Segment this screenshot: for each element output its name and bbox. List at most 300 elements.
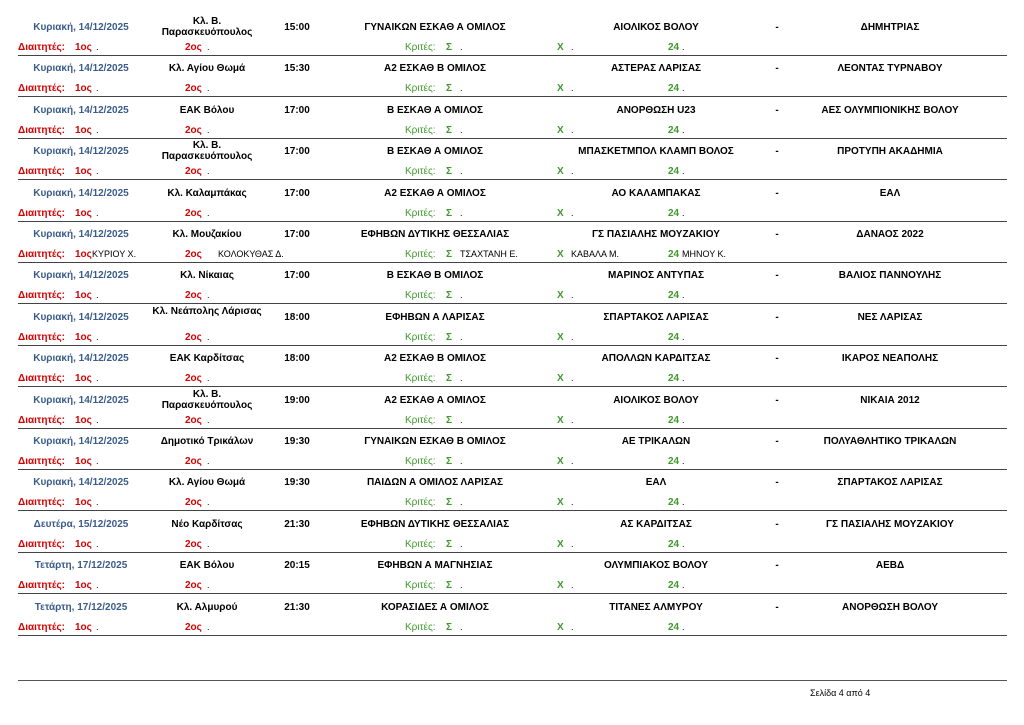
match-time: 19:30 bbox=[284, 436, 310, 447]
judge-s-label: Σ bbox=[446, 538, 453, 550]
match-info-line bbox=[0, 477, 1024, 499]
match-time: 20:15 bbox=[284, 560, 310, 572]
referee-2-placeholder: . bbox=[207, 290, 210, 301]
home-team: ΣΠΑΡΤΑΚΟΣ ΛΑΡΙΣΑΣ bbox=[603, 311, 709, 323]
referee-2-placeholder: . bbox=[207, 497, 210, 508]
referee-1-placeholder: . bbox=[96, 538, 99, 549]
match-info-line bbox=[0, 16, 1024, 44]
judge-24-label: 24 bbox=[668, 83, 680, 95]
referees-label: Διαιτητές: bbox=[18, 373, 65, 385]
match-category: ΚΟΡΑΣΙΔΕΣ Α ΟΜΙΛΟΣ bbox=[381, 601, 489, 613]
away-team: ΔΗΜΗΤΡΙΑΣ bbox=[860, 22, 920, 33]
match-date: Κυριακή, 14/12/2025 bbox=[33, 104, 129, 116]
referee-2-label: 2ος bbox=[185, 538, 202, 550]
judge-x-label: Χ bbox=[557, 249, 564, 260]
judge-x-label: Χ bbox=[557, 83, 564, 95]
home-team: ΤΙΤΑΝΕΣ ΑΛΜΥΡΟΥ bbox=[609, 601, 703, 613]
match-time: 19:30 bbox=[284, 477, 310, 489]
judge-24-label: 24 bbox=[668, 497, 680, 509]
referee-2-placeholder: . bbox=[207, 621, 210, 632]
match-time: 21:30 bbox=[284, 518, 310, 530]
vs-dash: - bbox=[775, 63, 779, 75]
match-category: ΕΦΗΒΩΝ ΔΥΤΙΚΗΣ ΘΕΣΣΑΛΙΑΣ bbox=[360, 518, 510, 530]
judge-x-placeholder: . bbox=[571, 580, 574, 591]
referee-1-label: 1ος bbox=[75, 124, 92, 136]
match-time: 15:30 bbox=[284, 63, 310, 75]
match-date: Κυριακή, 14/12/2025 bbox=[33, 22, 129, 33]
match-category: Α2 ΕΣΚΑΘ Α ΟΜΙΛΟΣ bbox=[384, 394, 486, 406]
judges-label: Κριτές: bbox=[405, 249, 436, 260]
judge-24-placeholder: . bbox=[682, 42, 685, 52]
judge-s-label: Σ bbox=[446, 373, 453, 385]
judge-x-placeholder: . bbox=[571, 497, 574, 508]
match-category: ΠΑΙΔΩΝ Α ΟΜΙΛΟΣ ΛΑΡΙΣΑΣ bbox=[366, 477, 504, 489]
judge-s-placeholder: . bbox=[460, 42, 463, 52]
home-team: ΑΟ ΚΑΛΑΜΠΑΚΑΣ bbox=[611, 187, 701, 199]
referee-1-placeholder: . bbox=[96, 166, 99, 177]
match-date: Τετάρτη, 17/12/2025 bbox=[34, 601, 128, 613]
referee-2-placeholder: . bbox=[207, 456, 210, 466]
home-team: ΓΣ ΠΑΣΙΑΛΗΣ ΜΟΥΖΑΚΙΟΥ bbox=[592, 229, 720, 240]
vs-dash: - bbox=[775, 477, 779, 489]
referee-2-name: ΚΟΛΟΚΥΘΑΣ Δ. bbox=[218, 249, 284, 259]
officials-line bbox=[0, 42, 1024, 55]
match-venue: Κλ. Β. Παρασκευόπουλος bbox=[161, 388, 253, 411]
judges-label: Κριτές: bbox=[405, 124, 436, 136]
referee-2-label: 2ος bbox=[185, 580, 202, 592]
judge-24-placeholder: . bbox=[682, 497, 685, 508]
referee-1-label: 1ος bbox=[75, 42, 92, 53]
officials-line bbox=[0, 539, 1024, 552]
referees-label: Διαιτητές: bbox=[18, 166, 65, 178]
judge-s-label: Σ bbox=[446, 497, 453, 509]
judge-s-placeholder: . bbox=[460, 538, 463, 549]
referees-label: Διαιτητές: bbox=[18, 331, 65, 343]
match-category: ΕΦΗΒΩΝ Α ΜΑΓΝΗΣΙΑΣ bbox=[377, 560, 493, 572]
judge-s-label: Σ bbox=[446, 290, 453, 302]
judges-label: Κριτές: bbox=[405, 373, 436, 385]
away-team: ΑΝΟΡΘΩΣΗ ΒΟΛΟΥ bbox=[842, 601, 938, 613]
match-date: Κυριακή, 14/12/2025 bbox=[33, 311, 129, 323]
away-team: ΣΠΑΡΤΑΚΟΣ ΛΑΡΙΣΑΣ bbox=[837, 477, 943, 489]
home-team: ΑΕ ΤΡΙΚΑΛΩΝ bbox=[621, 436, 691, 447]
officials-line bbox=[0, 332, 1024, 345]
match-info-line bbox=[0, 519, 1024, 541]
match-row bbox=[0, 471, 1024, 512]
match-row bbox=[0, 264, 1024, 305]
judge-x-label: Χ bbox=[557, 124, 564, 136]
judge-24-placeholder: . bbox=[682, 456, 685, 466]
judge-24-label: 24 bbox=[668, 290, 680, 302]
judge-x-label: Χ bbox=[557, 456, 564, 467]
vs-dash: - bbox=[775, 353, 779, 365]
row-divider bbox=[18, 552, 1007, 553]
match-date: Δευτέρα, 15/12/2025 bbox=[33, 518, 129, 530]
match-category: ΓΥΝΑΙΚΩΝ ΕΣΚΑΘ Α ΟΜΙΛΟΣ bbox=[364, 22, 506, 33]
referee-2-placeholder: . bbox=[207, 538, 210, 549]
footer-divider bbox=[18, 680, 1007, 681]
judges-label: Κριτές: bbox=[405, 166, 436, 178]
vs-dash: - bbox=[775, 560, 779, 572]
away-team: ΑΕΒΔ bbox=[875, 560, 905, 572]
judge-24-label: 24 bbox=[668, 166, 680, 178]
referees-label: Διαιτητές: bbox=[18, 290, 65, 302]
match-info-line bbox=[0, 105, 1024, 127]
judge-s-placeholder: . bbox=[460, 414, 463, 425]
referee-1-placeholder: . bbox=[96, 331, 99, 342]
match-date: Κυριακή, 14/12/2025 bbox=[33, 270, 129, 282]
judge-x-placeholder: . bbox=[571, 42, 574, 52]
match-date: Κυριακή, 14/12/2025 bbox=[33, 187, 129, 199]
vs-dash: - bbox=[775, 518, 779, 530]
match-time: 18:00 bbox=[284, 353, 310, 365]
match-venue: Νέο Καρδίτσας bbox=[171, 518, 243, 530]
match-time: 21:30 bbox=[284, 601, 310, 613]
away-team: ΠΟΛΥΑΘΛΗΤΙΚΟ ΤΡΙΚΑΛΩΝ bbox=[823, 436, 957, 447]
away-team: ΕΑΛ bbox=[879, 187, 901, 199]
judge-24-label: 24 bbox=[668, 373, 680, 385]
row-divider bbox=[18, 96, 1007, 97]
judge-x-label: Χ bbox=[557, 166, 564, 178]
match-venue: Κλ. Μουζακίου bbox=[172, 229, 242, 240]
vs-dash: - bbox=[775, 229, 779, 240]
match-row bbox=[0, 513, 1024, 554]
match-venue: Κλ. Καλαμπάκας bbox=[167, 187, 247, 199]
judge-s-placeholder: . bbox=[460, 373, 463, 384]
referee-2-label: 2ος bbox=[185, 373, 202, 385]
referees-label: Διαιτητές: bbox=[18, 83, 65, 95]
referees-label: Διαιτητές: bbox=[18, 538, 65, 550]
judge-x-placeholder: . bbox=[571, 290, 574, 301]
match-category: Β ΕΣΚΑΘ Α ΟΜΙΛΟΣ bbox=[386, 104, 484, 116]
judge-s-placeholder: . bbox=[460, 166, 463, 177]
judge-24-placeholder: . bbox=[682, 414, 685, 425]
referees-label: Διαιτητές: bbox=[18, 580, 65, 592]
officials-line bbox=[0, 83, 1024, 96]
match-category: Α2 ΕΣΚΑΘ Β ΟΜΙΛΟΣ bbox=[383, 353, 487, 365]
referee-2-placeholder: . bbox=[207, 414, 210, 425]
match-time: 15:00 bbox=[284, 22, 310, 33]
match-date: Κυριακή, 14/12/2025 bbox=[33, 353, 129, 365]
judge-x-placeholder: . bbox=[571, 621, 574, 632]
judge-24-label: 24 bbox=[668, 621, 680, 633]
judge-x-placeholder: . bbox=[571, 124, 574, 135]
match-info-line bbox=[0, 305, 1024, 334]
referee-1-placeholder: . bbox=[96, 414, 99, 425]
referee-2-label: 2ος bbox=[185, 207, 202, 219]
match-date: Κυριακή, 14/12/2025 bbox=[33, 63, 129, 75]
home-team: ΑΝΟΡΘΩΣΗ U23 bbox=[616, 104, 696, 116]
referee-1-label: 1ος bbox=[75, 166, 92, 178]
row-divider bbox=[18, 635, 1007, 636]
referees-label: Διαιτητές: bbox=[18, 414, 65, 426]
vs-dash: - bbox=[775, 270, 779, 282]
referee-1-placeholder: . bbox=[96, 621, 99, 632]
judge-x-label: Χ bbox=[557, 373, 564, 385]
match-info-line bbox=[0, 140, 1024, 168]
vs-dash: - bbox=[775, 311, 779, 323]
match-date: Κυριακή, 14/12/2025 bbox=[33, 229, 129, 240]
officials-line bbox=[0, 373, 1024, 386]
referee-1-placeholder: . bbox=[96, 497, 99, 508]
match-time: 17:00 bbox=[284, 146, 310, 158]
referee-1-label: 1ος bbox=[75, 207, 92, 219]
away-team: ΑΕΣ ΟΛΥΜΠΙΟΝΙΚΗΣ ΒΟΛΟΥ bbox=[821, 104, 959, 116]
referee-1-label: 1ος bbox=[75, 497, 92, 509]
judge-24-placeholder: . bbox=[682, 580, 685, 591]
judge-s-placeholder: . bbox=[460, 290, 463, 301]
referee-1-label: 1ος bbox=[75, 456, 92, 467]
row-divider bbox=[18, 510, 1007, 511]
judges-label: Κριτές: bbox=[405, 621, 436, 633]
row-divider bbox=[18, 179, 1007, 180]
judge-x-name: ΚΑΒΑΛΑ Μ. bbox=[571, 249, 620, 259]
away-team: ΓΣ ΠΑΣΙΑΛΗΣ ΜΟΥΖΑΚΙΟΥ bbox=[826, 518, 954, 530]
judge-24-placeholder: . bbox=[682, 373, 685, 384]
referees-label: Διαιτητές: bbox=[18, 42, 65, 53]
judge-s-placeholder: . bbox=[460, 580, 463, 591]
referee-1-placeholder: . bbox=[96, 456, 99, 466]
match-row bbox=[0, 182, 1024, 223]
match-date: Κυριακή, 14/12/2025 bbox=[33, 394, 129, 406]
home-team: ΑΙΟΛΙΚΟΣ ΒΟΛΟΥ bbox=[613, 394, 699, 406]
away-team: ΛΕΟΝΤΑΣ ΤΥΡΝΑΒΟΥ bbox=[837, 63, 943, 75]
vs-dash: - bbox=[775, 394, 779, 406]
judge-s-label: Σ bbox=[446, 456, 453, 467]
match-date: Τετάρτη, 17/12/2025 bbox=[34, 560, 128, 572]
judge-x-placeholder: . bbox=[571, 538, 574, 549]
referee-2-label: 2ος bbox=[185, 249, 202, 260]
judges-label: Κριτές: bbox=[405, 414, 436, 426]
page-number: Σελίδα 4 από 4 bbox=[810, 688, 871, 698]
judge-24-placeholder: . bbox=[682, 207, 685, 218]
judge-x-placeholder: . bbox=[571, 456, 574, 466]
judge-s-label: Σ bbox=[446, 124, 453, 136]
referee-1-label: 1ος bbox=[75, 580, 92, 592]
judges-label: Κριτές: bbox=[405, 538, 436, 550]
referee-2-label: 2ος bbox=[185, 42, 202, 53]
judge-x-placeholder: . bbox=[571, 414, 574, 425]
referees-label: Διαιτητές: bbox=[18, 207, 65, 219]
judge-s-placeholder: . bbox=[460, 83, 463, 94]
match-venue: Κλ. Β. Παρασκευόπουλος bbox=[161, 140, 253, 163]
away-team: ΝΙΚΑΙΑ 2012 bbox=[860, 394, 920, 406]
match-info-line bbox=[0, 63, 1024, 85]
referee-1-label: 1ος bbox=[75, 331, 92, 343]
officials-line bbox=[0, 415, 1024, 428]
row-divider bbox=[18, 55, 1007, 56]
judge-x-label: Χ bbox=[557, 290, 564, 302]
match-category: Α2 ΕΣΚΑΘ Α ΟΜΙΛΟΣ bbox=[384, 187, 486, 199]
judge-s-placeholder: . bbox=[460, 331, 463, 342]
judge-s-placeholder: . bbox=[460, 497, 463, 508]
judge-x-label: Χ bbox=[557, 207, 564, 219]
judge-s-placeholder: . bbox=[460, 456, 463, 466]
judge-x-label: Χ bbox=[557, 331, 564, 343]
row-divider bbox=[18, 138, 1007, 139]
judge-x-label: Χ bbox=[557, 621, 564, 633]
referee-1-placeholder: . bbox=[96, 42, 99, 52]
match-row bbox=[0, 389, 1024, 430]
home-team: ΜΑΡΙΝΟΣ ΑΝΤΥΠΑΣ bbox=[607, 270, 705, 282]
row-divider bbox=[18, 221, 1007, 222]
match-category: ΕΦΗΒΩΝ ΔΥΤΙΚΗΣ ΘΕΣΣΑΛΙΑΣ bbox=[360, 229, 510, 240]
home-team: ΜΠΑΣΚΕΤΜΠΟΛ ΚΛΑΜΠ ΒΟΛΟΣ bbox=[578, 146, 734, 158]
match-info-line bbox=[0, 602, 1024, 624]
judge-24-placeholder: . bbox=[682, 83, 685, 94]
judges-label: Κριτές: bbox=[405, 456, 436, 467]
match-time: 18:00 bbox=[284, 311, 310, 323]
judges-label: Κριτές: bbox=[405, 580, 436, 592]
referee-2-label: 2ος bbox=[185, 414, 202, 426]
referee-1-placeholder: . bbox=[96, 290, 99, 301]
judge-s-label: Σ bbox=[446, 207, 453, 219]
referee-1-label: 1ος bbox=[75, 83, 92, 95]
referee-1-label: 1ος bbox=[75, 373, 92, 385]
officials-line bbox=[0, 622, 1024, 635]
match-category: Β ΕΣΚΑΘ Α ΟΜΙΛΟΣ bbox=[386, 146, 484, 158]
referee-1-label: 1ος bbox=[75, 621, 92, 633]
match-venue: Κλ. Νεάπολης Λάρισας bbox=[152, 305, 262, 317]
row-divider bbox=[18, 303, 1007, 304]
match-category: ΕΦΗΒΩΝ Α ΛΑΡΙΣΑΣ bbox=[385, 311, 485, 323]
match-row bbox=[0, 57, 1024, 98]
home-team: ΑΣ ΚΑΡΔΙΤΣΑΣ bbox=[620, 518, 692, 530]
match-time: 17:00 bbox=[284, 187, 310, 199]
referee-1-placeholder: . bbox=[96, 83, 99, 94]
judge-24-label: 24 bbox=[668, 538, 680, 550]
match-info-line bbox=[0, 388, 1024, 417]
vs-dash: - bbox=[775, 104, 779, 116]
judge-s-placeholder: . bbox=[460, 207, 463, 218]
match-time: 17:00 bbox=[284, 229, 310, 240]
match-category: Α2 ΕΣΚΑΘ Β ΟΜΙΛΟΣ bbox=[383, 63, 487, 75]
referee-2-label: 2ος bbox=[185, 331, 202, 343]
referee-1-label: 1ος bbox=[75, 414, 92, 426]
judge-24-label: 24 bbox=[668, 414, 680, 426]
referee-1-placeholder: . bbox=[96, 373, 99, 384]
match-venue: Δημοτικό Τρικάλων bbox=[160, 436, 254, 447]
vs-dash: - bbox=[775, 601, 779, 613]
match-date: Κυριακή, 14/12/2025 bbox=[33, 477, 129, 489]
referee-2-placeholder: . bbox=[207, 331, 210, 342]
judge-x-placeholder: . bbox=[571, 373, 574, 384]
referee-2-label: 2ος bbox=[185, 83, 202, 95]
match-time: 17:00 bbox=[284, 270, 310, 282]
away-team: ΙΚΑΡΟΣ ΝΕΑΠΟΛΗΣ bbox=[841, 353, 939, 365]
home-team: ΑΠΟΛΛΩΝ ΚΑΡΔΙΤΣΑΣ bbox=[601, 353, 711, 365]
referee-2-label: 2ος bbox=[185, 290, 202, 302]
judge-s-label: Σ bbox=[446, 83, 453, 95]
away-team: ΝΕΣ ΛΑΡΙΣΑΣ bbox=[857, 311, 923, 323]
officials-line bbox=[0, 290, 1024, 303]
row-divider bbox=[18, 428, 1007, 429]
match-row bbox=[0, 596, 1024, 637]
judge-24-label: 24 bbox=[668, 124, 680, 136]
referee-2-label: 2ος bbox=[185, 456, 202, 467]
match-row bbox=[0, 430, 1024, 471]
referees-label: Διαιτητές: bbox=[18, 497, 65, 509]
match-info-line bbox=[0, 353, 1024, 375]
officials-line bbox=[0, 125, 1024, 138]
officials-line bbox=[0, 166, 1024, 179]
away-team: ΒΑΛΙΟΣ ΠΑΝΝΟΥΛΗΣ bbox=[838, 270, 942, 282]
referee-1-placeholder: . bbox=[96, 580, 99, 591]
match-info-line bbox=[0, 229, 1024, 251]
judge-s-label: Σ bbox=[446, 249, 453, 260]
judge-s-label: Σ bbox=[446, 166, 453, 178]
judge-24-placeholder: . bbox=[682, 166, 685, 177]
home-team: ΕΑΛ bbox=[645, 477, 667, 489]
away-team: ΠΡΟΤΥΠΗ ΑΚΑΔΗΜΙΑ bbox=[837, 146, 943, 158]
judge-s-label: Σ bbox=[446, 621, 453, 633]
referee-2-placeholder: . bbox=[207, 207, 210, 218]
officials-line bbox=[0, 497, 1024, 510]
row-divider bbox=[18, 593, 1007, 594]
match-date: Κυριακή, 14/12/2025 bbox=[33, 146, 129, 158]
match-category: Β ΕΣΚΑΘ Β ΟΜΙΛΟΣ bbox=[386, 270, 484, 282]
judge-24-placeholder: . bbox=[682, 331, 685, 342]
judge-x-placeholder: . bbox=[571, 207, 574, 218]
referee-2-label: 2ος bbox=[185, 497, 202, 509]
judge-24-label: 24 bbox=[668, 456, 680, 467]
match-time: 17:00 bbox=[284, 104, 310, 116]
judge-s-label: Σ bbox=[446, 42, 453, 53]
row-divider bbox=[18, 262, 1007, 263]
officials-line bbox=[0, 249, 1024, 262]
match-date: Κυριακή, 14/12/2025 bbox=[33, 436, 129, 447]
judges-label: Κριτές: bbox=[405, 42, 436, 53]
referees-label: Διαιτητές: bbox=[18, 456, 65, 467]
judges-label: Κριτές: bbox=[405, 290, 436, 302]
judge-s-placeholder: . bbox=[460, 124, 463, 135]
judge-24-placeholder: . bbox=[682, 538, 685, 549]
referee-2-label: 2ος bbox=[185, 124, 202, 136]
officials-line bbox=[0, 208, 1024, 221]
officials-line bbox=[0, 456, 1024, 469]
match-venue: Κλ. Αγίου Θωμά bbox=[168, 477, 246, 489]
referee-1-label: 1ος bbox=[75, 538, 92, 550]
vs-dash: - bbox=[775, 22, 779, 33]
judge-x-label: Χ bbox=[557, 497, 564, 509]
match-info-line bbox=[0, 270, 1024, 292]
match-category: ΓΥΝΑΙΚΩΝ ΕΣΚΑΘ Β ΟΜΙΛΟΣ bbox=[364, 436, 506, 447]
judge-s-label: Σ bbox=[446, 331, 453, 343]
home-team: ΟΛΥΜΠΙΑΚΟΣ ΒΟΛΟΥ bbox=[603, 560, 709, 572]
referee-1-name: ΚΥΡΙΟΥ Χ. bbox=[92, 249, 137, 259]
match-info-line bbox=[0, 188, 1024, 210]
judge-24-label: 24 bbox=[668, 207, 680, 219]
match-row bbox=[0, 16, 1024, 57]
referees-label: Διαιτητές: bbox=[18, 249, 65, 260]
referee-2-label: 2ος bbox=[185, 166, 202, 178]
judge-24-placeholder: . bbox=[682, 124, 685, 135]
vs-dash: - bbox=[775, 187, 779, 199]
judge-x-placeholder: . bbox=[571, 331, 574, 342]
judge-x-placeholder: . bbox=[571, 166, 574, 177]
referees-label: Διαιτητές: bbox=[18, 124, 65, 136]
referee-2-label: 2ος bbox=[185, 621, 202, 633]
referee-1-label: 1ος bbox=[75, 290, 92, 302]
judge-x-label: Χ bbox=[557, 414, 564, 426]
home-team: ΑΣΤΕΡΑΣ ΛΑΡΙΣΑΣ bbox=[610, 63, 702, 75]
judge-x-label: Χ bbox=[557, 580, 564, 592]
match-info-line bbox=[0, 436, 1024, 458]
match-venue: Κλ. Αλμυρού bbox=[176, 601, 238, 613]
match-row bbox=[0, 99, 1024, 140]
vs-dash: - bbox=[775, 146, 779, 158]
match-time: 19:00 bbox=[284, 394, 310, 406]
